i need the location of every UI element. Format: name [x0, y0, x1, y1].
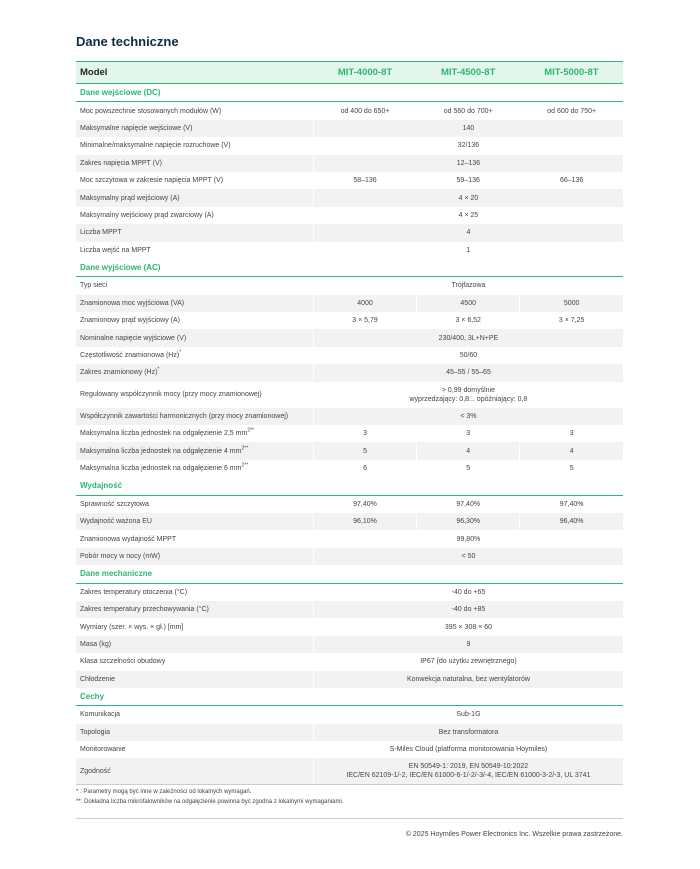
row-value-text: 45–55 / 55–65: [446, 369, 491, 377]
row-value-model-3: 4: [520, 442, 623, 459]
row-label-text: Komunikacja: [80, 711, 121, 719]
row-value-text: 99,80%: [456, 535, 481, 543]
row-value-shared: [313, 706, 623, 724]
table-row: [76, 460, 623, 477]
table-header-row: [76, 62, 623, 84]
row-value-model-2: 5: [417, 460, 520, 477]
table-row: [76, 425, 623, 442]
footnotes: [76, 787, 343, 807]
row-label: [76, 329, 313, 346]
row-label-text: Wydajność ważona EU: [80, 518, 152, 526]
row-value-model-1: 6: [313, 460, 416, 477]
table-row: [76, 329, 623, 346]
row-value-shared: [313, 601, 623, 618]
row-label: [76, 741, 313, 758]
row-value-model-3: 5: [520, 460, 623, 477]
row-value-shared: [313, 724, 623, 741]
row-value-shared: [313, 242, 623, 259]
row-label: [76, 460, 313, 477]
row-label-text: Topologia: [80, 728, 110, 736]
row-value-text: 230/400, 3L+N+PE: [438, 334, 499, 342]
row-value-model-1: 97,40%: [313, 495, 416, 513]
row-value-shared: [313, 329, 623, 346]
row-label-text: Zakres znamionowy (Hz): [80, 369, 158, 377]
row-value-shared: [313, 618, 623, 635]
row-value-text: 50/60: [459, 352, 478, 360]
row-value-text: -40 do +85: [451, 606, 486, 614]
row-value-model-3: 3: [520, 425, 623, 442]
row-value-text: Konwekcja naturalna, bez wentylatorów: [406, 675, 530, 683]
row-label: [76, 618, 313, 635]
row-value-text: Bez transformatora: [438, 728, 499, 736]
row-value-shared: [313, 207, 623, 224]
row-value-model-1: 58–136: [313, 172, 416, 189]
row-label-text: Zakres napięcia MPPT (V): [80, 159, 162, 167]
section-header-row: [76, 688, 623, 706]
row-label-text: Sprawność szczytowa: [80, 500, 149, 508]
row-value-shared: [313, 137, 623, 154]
table-row: [76, 172, 623, 189]
row-label-text: Typ sieci: [80, 282, 108, 290]
footnote-marker: 2**: [241, 462, 249, 469]
row-label: [76, 172, 313, 189]
row-value-shared: [313, 636, 623, 653]
row-label: [76, 295, 313, 312]
row-label-text: Nominalne napięcie wyjściowe (V): [80, 334, 187, 342]
row-label-text: Znamionowy prąd wyjściowy (A): [80, 317, 180, 325]
row-label-text: Maksymalna liczba jednostek na odgałęzienie 4 mm: [80, 447, 242, 455]
row-value-model-3: 97,40%: [520, 495, 623, 513]
table-row: [76, 189, 623, 206]
table-row: [76, 295, 623, 312]
row-label: [76, 442, 313, 459]
row-value-model-3: 66–136: [520, 172, 623, 189]
table-row: [76, 224, 623, 241]
table-row: [76, 513, 623, 530]
row-value-text-line2: wyprzedzający: 0,8... opóźniający: 0,8: [409, 395, 528, 403]
row-label-text: Maksymalna liczba jednostek na odgałęzienie 2,5 mm: [80, 430, 248, 438]
row-value-text: 9: [466, 640, 471, 648]
row-label-text: Częstotliwość znamionowa (Hz): [80, 352, 180, 360]
row-value-shared: [313, 741, 623, 758]
table-row: [76, 442, 623, 459]
table-row: [76, 120, 623, 137]
row-value-text: 12–136: [456, 159, 481, 167]
section-title: Cechy: [76, 688, 623, 706]
row-value-shared: [313, 671, 623, 688]
row-value-shared: [313, 277, 623, 295]
table-row: [76, 155, 623, 172]
row-label: [76, 583, 313, 601]
row-label-text: Znamionowa wydajność MPPT: [80, 535, 177, 543]
row-label-text: Liczba MPPT: [80, 229, 122, 237]
row-value-shared: [313, 189, 623, 206]
row-label-text: Znamionowa moc wyjściowa (VA): [80, 299, 185, 307]
row-value-model-2: 3: [417, 425, 520, 442]
row-label: [76, 636, 313, 653]
row-label: [76, 706, 313, 724]
row-label: [76, 513, 313, 530]
row-label: [76, 120, 313, 137]
row-value-model-3: 3 × 7,25: [520, 312, 623, 329]
row-label-text: Pobór mocy w nocy (mW): [80, 552, 161, 560]
header-model-1: MIT-4000-8T: [313, 62, 416, 84]
section-header-row: [76, 259, 623, 277]
table-row: [76, 242, 623, 259]
row-label: [76, 671, 313, 688]
row-value-model-2: 4500: [417, 295, 520, 312]
row-label: [76, 724, 313, 741]
table-row: [76, 601, 623, 618]
row-label: [76, 189, 313, 206]
table-row: [76, 382, 623, 408]
row-label-text: Zgodność: [80, 767, 111, 775]
footnote-2: **: Dokładna liczba mikrofalowników na odgałęzienie powinna być zgodna z lokalnymi wymaganiami.: [76, 799, 344, 805]
row-label-text: Zakres temperatury otoczenia (°C): [80, 588, 188, 596]
row-label-text: Maksymalne napięcie wejściowe (V): [80, 124, 193, 132]
row-value-shared: [313, 120, 623, 137]
row-value-shared: [313, 653, 623, 670]
row-label: [76, 347, 313, 364]
row-value-text: 4: [466, 229, 471, 237]
row-label-text: Regulowany współczynnik mocy (przy mocy znamionowej): [80, 391, 262, 399]
table-row: [76, 102, 623, 120]
section-title: Wydajność: [76, 477, 623, 495]
row-value-shared: [313, 583, 623, 601]
table-row: [76, 530, 623, 547]
spec-table: [76, 61, 623, 785]
section-title: Dane wejściowe (DC): [76, 84, 623, 102]
table-row: [76, 758, 623, 785]
row-label-text: Zakres temperatury przechowywania (°C): [80, 606, 209, 614]
table-row: [76, 618, 623, 635]
row-label: [76, 102, 313, 120]
row-label: [76, 224, 313, 241]
row-value-model-2: 4: [417, 442, 520, 459]
row-value-shared: [313, 382, 623, 408]
row-label: [76, 408, 313, 425]
row-value-model-2: 3 × 6,52: [417, 312, 520, 329]
row-value-shared: [313, 408, 623, 425]
table-row: [76, 583, 623, 601]
page-title: Dane techniczne: [76, 34, 179, 49]
copyright-footer: © 2025 Hoymiles Power Electronics Inc. Wszelkie prawa zastrzeżone.: [405, 831, 623, 838]
row-value-model-1: 3: [313, 425, 416, 442]
section-header-row: [76, 477, 623, 495]
row-label: [76, 207, 313, 224]
table-row: [76, 408, 623, 425]
table-row: [76, 724, 623, 741]
table-row: [76, 671, 623, 688]
row-label: [76, 601, 313, 618]
footnote-marker: *: [179, 349, 182, 356]
section-title: Dane mechaniczne: [76, 565, 623, 583]
row-value-model-2: 97,40%: [417, 495, 520, 513]
table-row: [76, 364, 623, 381]
row-label-text: Monitorowanie: [80, 746, 126, 754]
header-model-2: MIT-4500-8T: [417, 62, 520, 84]
table-row: [76, 347, 623, 364]
row-label-text: Moc szczytowa w zakresie napięcia MPPT (V): [80, 177, 224, 185]
row-value-shared: [313, 224, 623, 241]
row-label: [76, 312, 313, 329]
row-value-text: 4 × 20: [458, 194, 479, 202]
row-value-model-1: 5: [313, 442, 416, 459]
section-title: Dane wyjściowe (AC): [76, 259, 623, 277]
section-header-row: [76, 565, 623, 583]
row-value-shared: [313, 530, 623, 547]
row-value-shared: [313, 155, 623, 172]
row-value-model-2: 96,30%: [417, 513, 520, 530]
row-label-text: Moc powszechnie stosowanych modułów (W): [80, 107, 222, 115]
row-label: [76, 495, 313, 513]
row-value-text: -40 do +65: [451, 588, 486, 596]
row-value-model-3: 96,40%: [520, 513, 623, 530]
row-label-text: Masa (kg): [80, 640, 112, 648]
row-value-model-1: 96,10%: [313, 513, 416, 530]
row-label: [76, 277, 313, 295]
section-header-row: [76, 84, 623, 102]
spec-table-body: [76, 62, 623, 785]
row-value-model-1: 3 × 5,79: [313, 312, 416, 329]
row-label: [76, 653, 313, 670]
row-value-shared: [313, 548, 623, 565]
row-value-model-3: 5000: [520, 295, 623, 312]
footer-divider: [76, 818, 623, 819]
row-value-text: Trójfazowa: [451, 282, 486, 290]
row-value-model-1: 4000: [313, 295, 416, 312]
row-label-text: Liczba wejść na MPPT: [80, 246, 151, 254]
row-value-text: S-Miles Cloud (platforma monitorowania Hoymiles): [389, 746, 548, 754]
row-value-model-2: 59–136: [417, 172, 520, 189]
row-label-text: Maksymalna liczba jednostek na odgałęzienie 6 mm: [80, 465, 242, 472]
table-row: [76, 277, 623, 295]
row-label-text: Klasa szczelności obudowy: [80, 658, 166, 666]
footnote-marker: *: [157, 367, 160, 374]
table-row: [76, 653, 623, 670]
row-value-text: < 50: [461, 552, 476, 560]
footnote-marker: 2**: [247, 427, 254, 434]
row-label: [76, 758, 313, 785]
row-value-text: > 0,99 domyślnie: [441, 386, 496, 394]
row-value-text: 4 × 25: [458, 211, 479, 219]
row-label: [76, 364, 313, 381]
row-value-model-3: od 600 do 750+: [520, 102, 623, 120]
table-row: [76, 706, 623, 724]
row-label: [76, 137, 313, 154]
row-value-text: Sub-1G: [456, 711, 481, 719]
row-label-text: Maksymalny wejściowy prąd zwarciowy (A): [80, 211, 214, 219]
table-row: [76, 312, 623, 329]
row-label: [76, 155, 313, 172]
row-label-text: Maksymalny prąd wejściowy (A): [80, 194, 180, 202]
table-row: [76, 207, 623, 224]
table-row: [76, 137, 623, 154]
row-value-text: < 3%: [460, 412, 477, 420]
row-value-text-line2: IEC/EN 62109-1/-2, IEC/EN 61000-6-1/-2/-3/-4, IEC/EN 61000-3-2/-3, UL 3741: [346, 772, 591, 780]
row-label: [76, 242, 313, 259]
row-label: [76, 530, 313, 547]
row-value-text: 395 × 308 × 60: [444, 623, 493, 631]
footnote-marker: 2**: [241, 445, 249, 452]
table-row: [76, 741, 623, 758]
row-value-text: 32/136: [457, 142, 480, 150]
row-label: [76, 382, 313, 408]
row-value-model-2: od 560 do 700+: [417, 102, 520, 120]
row-label-text: Wymiary (szer. × wys. × gł.) [mm]: [80, 623, 184, 631]
table-row: [76, 548, 623, 565]
row-value-model-1: od 400 do 650+: [313, 102, 416, 120]
row-value-shared: [313, 364, 623, 381]
row-label: [76, 548, 313, 565]
header-model-3: MIT-5000-8T: [520, 62, 623, 84]
header-model-label: Model: [76, 62, 313, 84]
row-label-text: Minimalne/maksymalne napięcie rozruchowe (V): [80, 142, 231, 150]
footnote-1: * : Parametry mogą być inne w zależności od lokalnych wymagań.: [76, 789, 252, 795]
table-row: [76, 636, 623, 653]
row-value-shared: [313, 758, 623, 785]
row-value-text: EN 50549-1: 2019, EN 50549-10:2022: [408, 763, 529, 771]
row-value-text: 140: [462, 124, 475, 132]
table-row: [76, 495, 623, 513]
row-value-text: 1: [466, 246, 471, 254]
row-label-text: Chłodzenie: [80, 675, 116, 683]
row-label-text: Współczynnik zawartości harmonicznych (przy mocy znamionowej): [80, 412, 289, 420]
row-value-shared: [313, 347, 623, 364]
row-label: [76, 425, 313, 442]
row-value-text: IP67 (do użytku zewnętrznego): [420, 658, 517, 666]
